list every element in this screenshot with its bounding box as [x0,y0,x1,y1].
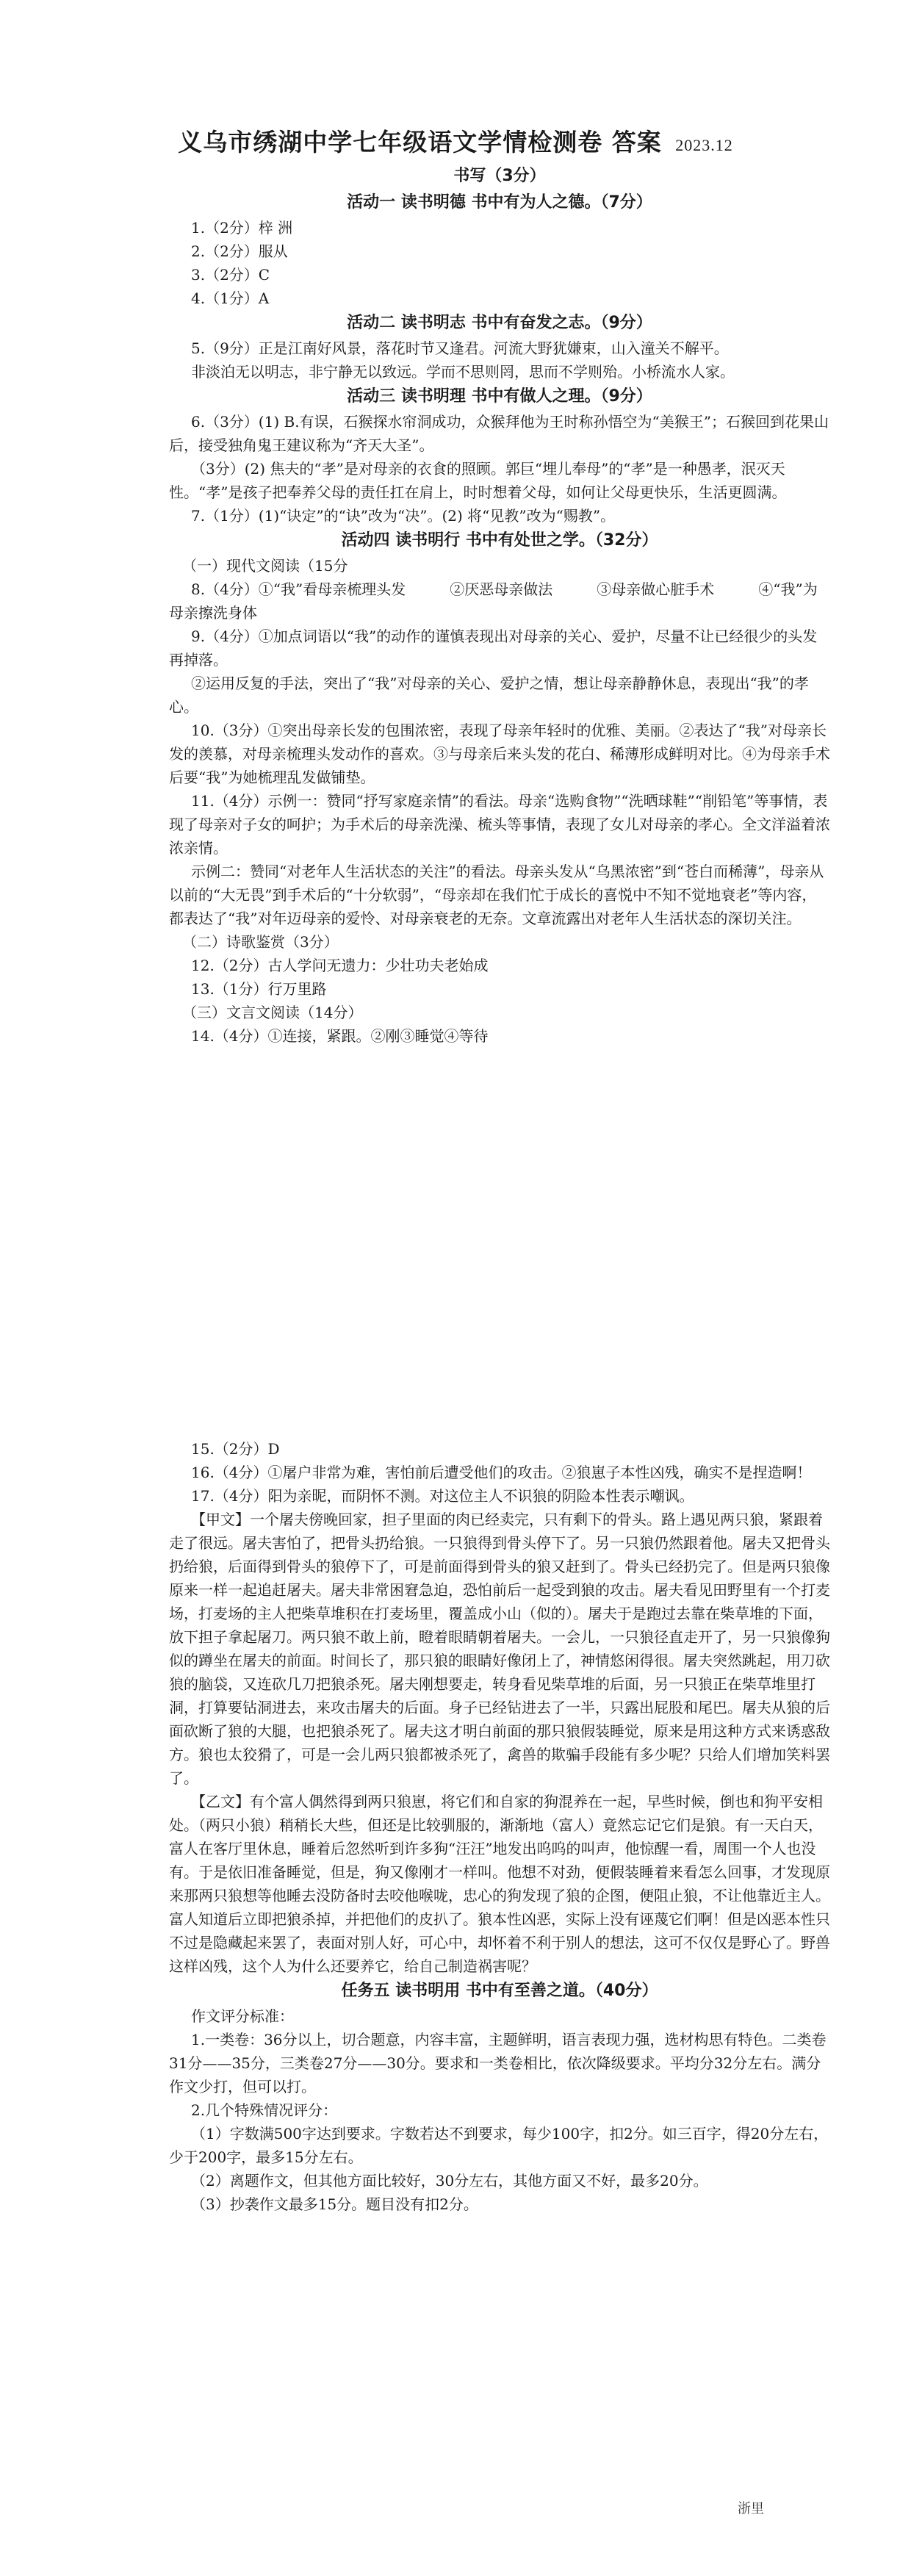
answer-q7: 7.（1分）(1)“诀定”的“诀”改为“决”。(2) 将“见教”改为“赐教”。 [191,507,616,525]
activity2-heading: 活动二 读书明志 书中有奋发之志。（9分） [347,314,652,332]
criteria-title: 作文评分标准： [191,2007,294,2025]
translation-jiawen: 【甲文】一个屠夫傍晚回家，担子里面的肉已经卖完，只有剩下的骨头。路上遇见两只狼，紧跟着走了很远。屠夫害怕了，把骨头扔给狼。一只狼得到骨头停下了。另一只狼仍然跟着他。屠夫又把骨头扔给狼，后面得到骨头的狼停下了，可是前面得到骨头的狼又赶到了。骨头已经扔完了。但是两只狼像原来一样一起追赶屠夫。屠夫非常困窘急迫，恐怕前后一起受到狼的攻击。屠夫看见田野里有一个打麦场，打麦场的主人把柴草堆积在打麦场里，覆盖成小山（似的）。屠夫于是跑过去靠在柴草堆的下面，放下担子拿起屠刀。两只狼不敢上前，瞪着眼睛朝着屠夫。一会儿，一只狼径直走开了，另一只狼像狗似的蹲坐在屠夫的前面。时间长了，那只狼的眼睛好像闭上了，神情悠闲得很。屠夫突然跳起，用刀砍狼的脑袋，又连砍几刀把狼杀死。屠夫刚想要走，转身看见柴草堆的后面，另一只狼正在柴草堆里打洞，打算要钻洞进去，来攻击屠夫的后面。身子已经钻进去了一半，只露出屁股和尾巴。屠夫从狼的后面砍断了狼的大腿，也把狼杀死了。屠夫这才明白前面的那只狼假装睡觉，原来是用这种方式来诱惑敌方。狼也太狡猾了，可是一会儿两只狼都被杀死了，禽兽的欺骗手段能有多少呢？只给人们增加笑料罢了。 [169,1511,830,1787]
answer-q17: 17.（4分）阳为亲昵，而阴怀不测。对这位主人不识狼的阴险本性表示嘲讽。 [191,1487,694,1505]
section-writing-heading: 书写（3分） [453,167,546,185]
answer-q12: 12.（2分）古人学问无遗力：少壮功夫老始成 [191,957,489,974]
answer-q9-a: 9.（4分）①加点词语以“我”的动作的谨慎表现出对母亲的关心、爱护，尽量不让已经很少的头发再掉落。 [169,627,818,669]
answer-q15: 15.（2分）D [191,1440,280,1458]
answer-body [169,163,830,2216]
document-title [0,123,911,158]
answer-q4: 4.（1分）A [191,289,270,307]
activity3-heading: 活动三 读书明理 书中有做人之理。（9分） [347,387,652,406]
footer-mark: 浙里 [738,2501,764,2516]
answer-q11-example1: 11.（4分）示例一：赞同“抒写家庭亲情”的看法。母亲“选购食物”“洗晒球鞋”“削铅笔”等事情，表现了母亲对子女的呵护；为手术后的母亲洗澡、梳头等事情，表现了女儿对母亲的孝心。全文洋溢着浓浓亲情。 [169,792,830,857]
answer-q14: 14.（4分）①连接，紧跟。②刚③睡觉④等待 [191,1027,489,1045]
answer-q13: 13.（1分）行万里路 [191,980,327,998]
answer-q5-line2: 非淡泊无以明志，非宁静无以致远。学而不思则罔，思而不学则殆。小桥流水人家。 [191,363,735,381]
answer-q1: 1.（2分）梓 洲 [191,219,293,237]
answer-q6-part2: （3分）(2) 焦夫的“孝”是对母亲的衣食的照顾。郭巨“埋儿奉母”的“孝”是一种愚孝，泯灭天性。“孝”是孩子把奉养父母的责任扛在肩上，时时想着父母，如何让父母更快乐，生活更圆满。 [169,460,787,501]
translation-yiwen: 【乙文】有个富人偶然得到两只狼崽，将它们和自家的狗混养在一起，早些时候，倒也和狗平安相处。（两只小狼）稍稍长大些，但还是比较驯服的，渐渐地（富人）竟然忘记它们是狼。有一天白天，富人在客厅里休息，睡着后忽然听到许多狗“汪汪”地发出呜呜的叫声，他惊醒一看，周围一个人也没有。于是依旧准备睡觉，但是，狗又像刚才一样叫。他想不对劲，便假装睡着来看怎么回事，才发现原来那两只狼想等他睡去没防备时去咬他喉咙，忠心的狗发现了狼的企图，便阻止狼，不让他靠近主人。富人知道后立即把狼杀掉，并把他们的皮扒了。狼本性凶恶，实际上没有诬蔑它们啊！但是凶恶本性只不过是隐藏起来罢了，表面对别人好，可心中，却怀着不利于别人的想法，这可不仅仅是野心了。野兽这样凶残，这个人为什么还要养它，给自己制造祸害呢？ [169,1793,830,1975]
answer-q6-part1: 6.（3分）(1) B.有误，石猴探水帘洞成功，众猴拜他为王时称孙悟空为“美猴王”；石猴回到花果山后，接受独角鬼王建议称为“齐天大圣”。 [169,413,829,454]
answer-q5-line1: 5.（9分）正是江南好风景，落花时节又逢君。河流大野犹嫌束，山入潼关不解平。 [191,339,729,357]
answer-q11-example2: 示例二：赞同“对老年人生活状态的关注”的看法。母亲头发从“乌黑浓密”到“苍白而稀薄”，母亲从以前的“大无畏”到手术后的“十分软弱”，“母亲却在我们忙于成长的喜悦中不知不觉地衰老”等内容，都表达了“我”对年迈母亲的爱怜、对母亲衰老的无奈。文章流露出对老年人生活状态的深切关注。 [169,863,824,927]
answer-q16: 16.（4分）①屠户非常为难，害怕前后遭受他们的攻击。②狼崽子本性凶残，确实不是捏造啊！ [191,1464,812,1481]
activity4-heading: 活动四 读书明行 书中有处世之学。（32分） [341,531,658,550]
criteria-item2-1: （1）字数满500字达到要求。字数若达不到要求，每少100字，扣2分。如三百字，得20分左右，少于200字，最多15分左右。 [169,2125,829,2166]
criteria-item2-2: （2）离题作文，但其他方面比较好，30分左右，其他方面又不好，最多20分。 [191,2172,708,2190]
answer-q10: 10.（3分）①突出母亲长发的包围浓密，表现了母亲年轻时的优雅、美丽。②表达了“我”对母亲长发的羡慕，对母亲梳理头发动作的喜欢。③与母亲后来头发的花白、稀薄形成鲜明对比。④为母亲手术后要“我”为她梳理乱发做铺垫。 [169,722,830,786]
title-text: 义乌市绣湖中学七年级语文学情检测卷 答案 [178,128,662,156]
task5-heading: 任务五 读书明用 书中有至善之道。（40分） [341,1982,658,2000]
answer-q3: 3.（2分）C [191,266,270,284]
criteria-item2: 2.几个特殊情况评分： [191,2101,338,2119]
part2-heading: （二）诗歌鉴赏（3分） [182,933,339,951]
criteria-item1: 1.一类卷：36分以上，切合题意，内容丰富，主题鲜明，语言表现力强，选材构思有特色。二类卷31分——35分，三类卷27分——30分。要求和一类卷相比，依次降级要求。平均分32分左右。满分作文少打，但可以打。 [169,2031,827,2095]
activity1-heading: 活动一 读书明德 书中有为人之德。（7分） [347,193,652,212]
part1-heading: （一）现代文阅读（15分 [182,557,348,575]
answer-q2: 2.（2分）服从 [191,242,288,260]
answer-q8: 8.（4分）①“我”看母亲梳理头发 ②厌恶母亲做法 ③母亲做心脏手术 ④“我”为母亲擦洗身体 [169,580,818,622]
blank-gap [169,1048,830,1437]
answer-q9-b: ②运用反复的手法，突出了“我”对母亲的关心、爱护之情，想让母亲静静休息，表现出“我”的孝心。 [169,674,809,716]
part3-heading: （三）文言文阅读（14分） [182,1004,363,1021]
title-date: 2023.12 [675,136,733,154]
criteria-item2-3: （3）抄袭作文最多15分。题目没有扣2分。 [191,2195,478,2213]
